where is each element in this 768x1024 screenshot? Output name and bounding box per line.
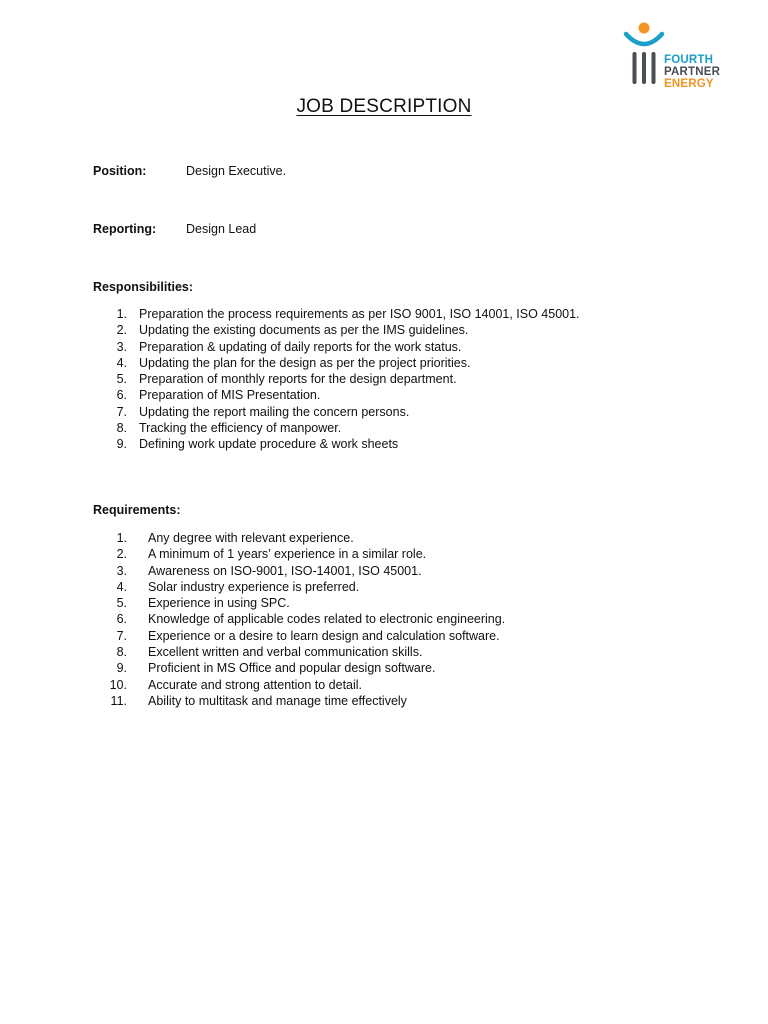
responsibilities-heading: Responsibilities:	[93, 280, 194, 294]
logo-text-energy: ENERGY	[664, 78, 714, 90]
document-page: FOURTH PARTNER ENERGY JOB DESCRIPTION Position: Design Executive. Reporting: Design Lead Responsibilities: 1. Preparation the process requirements as per ISO 9001, ISO 14001, ISO 45001. 2. Updating the existing documents as per the IMS guidelines. 3. Preparation & updating of daily reports for the work status. 4. Updating the plan for the design as per the project priorities. 5. Preparation of monthly reports for the design department. 6. Preparation of MIS Presentation. 7. Updating the report mailing the concern persons. 8. Tracking the efficiency of manpower. 9. Defining work update procedure & work sheets Requirements: 1. Any degree with relevant experience. 2. A minimum of 1 years’ experience in a similar role. 3. Awareness on ISO-9001, ISO-14001, ISO 45001. 4. Solar industry experience is preferred. 5. Experience in using SPC. 6. Knowledge of applicable codes related to electronic engineering. 7. Experience or a desire to learn design and calculation software. 8. Excellent written and verbal communication skills. 9. Proficient in MS Office and popular design software. 10. Accurate and strong attention to detail. 11. Ability to multitask and manage time effectively	[0, 0, 768, 1024]
company-logo	[618, 18, 748, 88]
reporting-value: Design Lead	[186, 222, 257, 236]
logo-text-partner: PARTNER	[664, 66, 721, 78]
reporting-label: Reporting:	[93, 222, 157, 236]
position-label: Position:	[93, 164, 147, 178]
position-value: Design Executive.	[186, 164, 287, 178]
logo-mark-icon	[622, 20, 666, 86]
page-title: JOB DESCRIPTION	[296, 96, 472, 117]
requirements-heading: Requirements:	[93, 503, 181, 517]
logo-text-fourth: FOURTH	[664, 54, 714, 66]
